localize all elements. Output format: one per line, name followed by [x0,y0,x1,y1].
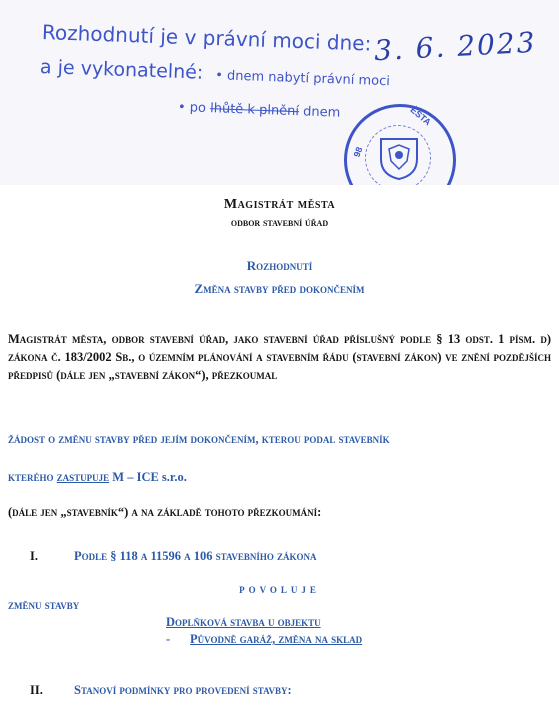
issuer-department: odbor stavební úřad [230,217,329,229]
issuer-name: Magistrát města [223,197,336,212]
bullet-dash: - [166,632,171,646]
stamp-enforceable-label: a je vykonatelné: [39,56,204,84]
change-of-building-label: změnu stavby [8,598,80,612]
section-2-number: II. [30,683,43,697]
validity-stamp [0,0,559,185]
seal-text-left: 98 [351,145,365,159]
stamp-deadline-struck: lhůtě k plnění [209,101,300,120]
representative-name: M – ICE s.r.o. [112,470,187,484]
stamp-enforceable-line [40,56,391,90]
verdict-permits: povoluje [239,582,320,596]
coat-of-arms-icon [377,135,421,181]
stamp-legal-force-line: Rozhodnutí je v právní moci dne: [41,20,372,56]
stamp-deadline-suffix: dnem [302,104,341,121]
decision-subtitle: Změna stavby před dokončením [194,281,365,296]
section-2-heading: Stanoví podmínky pro provedení stavby: [74,683,292,697]
representative-prefix: kterého [8,470,54,484]
stamp-deadline-line [178,100,341,121]
stamp-enforceable-option: • dnem nabytí právní moci [214,68,391,90]
basis-paragraph: (dále jen „stavebník“) a na základě tohoto přezkoumání: [8,505,322,519]
section-1-heading: Podle § 118 a 11596 a 106 stavebního zákona [74,549,317,563]
seal-text-right: ĚSTA [408,104,433,128]
official-seal [344,104,456,185]
garage-to-storage-item: Původně garáž, změna na sklad [190,632,363,646]
request-paragraph: žádost o změnu stavby před jejím dokončením, kterou podal stavebník [8,432,390,446]
representative-connector: zastupuje [56,470,110,484]
stamp-handwritten-date: 3. 6. 2023 [373,25,538,68]
intro-paragraph: Magistrát města, odbor stavební úřad, jako stavební úřad příslušný podle § 13 odst. 1 písm. d) zákona č. 183/2002 Sb., o územním plánování a stavebním řádu (stavební zákon) ve znění pozdějších předpisů (dále jen „stavební zákon“), přezkoumal [8,332,551,382]
representative-line [8,468,551,486]
stamp-deadline-prefix: • po [177,100,207,116]
decision-title: Rozhodnutí [246,258,313,273]
addon-building-item: Doplňková stavba u objektu [166,615,321,629]
section-1-number: I. [30,549,38,563]
